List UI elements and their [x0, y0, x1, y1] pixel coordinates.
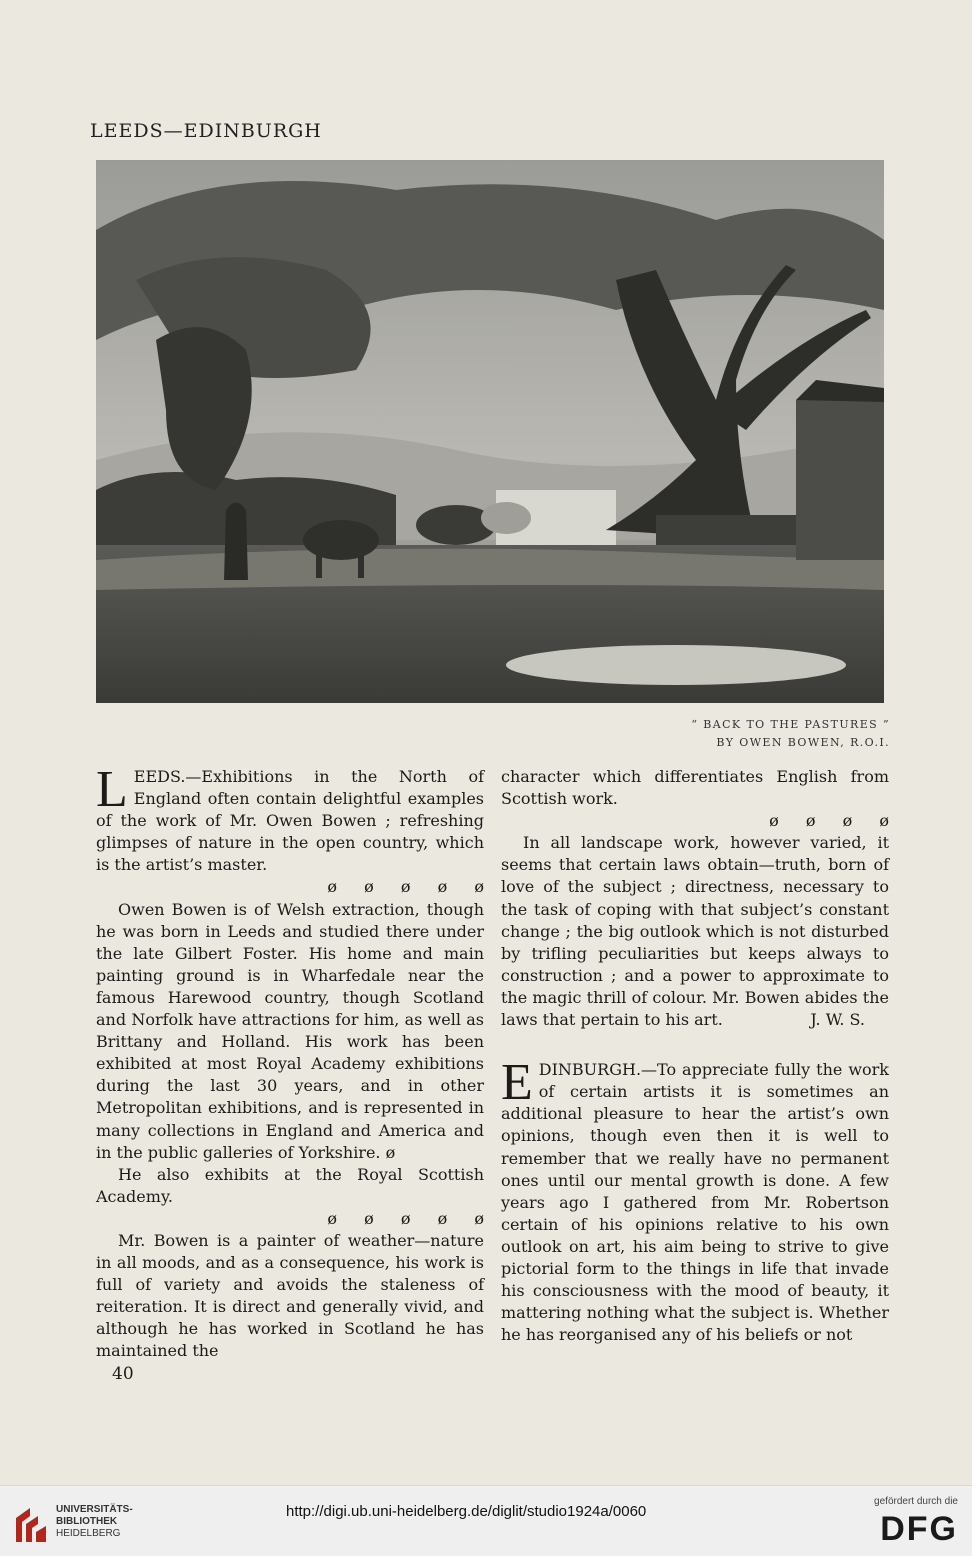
left-column	[96, 761, 484, 1363]
leaf-ornament-icon: ø	[364, 1208, 374, 1228]
source-url-link[interactable]: http://digi.ub.uni-heidelberg.de/diglit/studio1924a/0060	[286, 1503, 647, 1520]
leaf-ornament-icon: ø	[437, 1208, 448, 1228]
leaf-ornament-icon: ø	[805, 811, 816, 831]
caption-title: “ BACK TO THE PASTURES ”	[691, 718, 890, 731]
leaf-ornament-icon: ø	[327, 1208, 338, 1228]
ornament-row	[501, 810, 889, 832]
leaf-ornament-icon: ø	[474, 1208, 484, 1228]
edinburgh-dropcap: E	[501, 1054, 533, 1112]
author-signature: J. W. S.	[810, 1010, 865, 1030]
leeds-paragraph-1	[96, 761, 484, 899]
leaf-ornament-icon: ø	[879, 811, 889, 831]
ornament-row	[96, 876, 484, 898]
painting-image	[96, 160, 884, 703]
digitization-footer	[0, 1485, 972, 1556]
edinburgh-paragraph-1: EDINBURGH.—To appreciate fully the work of certain artists it is sometimes an additional pleasure to hear the artist’s own opinions, though even then it is well to remember that we really have no permanent ones until our mental growth is done. A few years ago I gathered from Mr. Robertson certain of his opinions relative to his own outlook on art, his aim being to strive to give pictorial form to the things in life that invade his consciousness with the mood of beauty, it mattering nothing what the subject is. Whether he has reorganised any of his beliefs or not	[501, 1054, 889, 1345]
leaf-ornament-icon: ø	[769, 811, 779, 831]
leaf-ornament-icon: ø	[437, 877, 448, 897]
leeds-dropcap: L	[96, 761, 128, 818]
right-column	[501, 766, 889, 1346]
page-number: 40	[112, 1364, 134, 1384]
leeds-p1-text: EEDS.—Exhibitions in the North of England often contain delightful examples of the work of Mr. Owen Bowen ; refreshing glimpses of nature in the open country, which is the artist’s master.	[96, 767, 484, 875]
university-library-logo-icon	[12, 1506, 50, 1546]
institution-name: UNIVERSITÄTS- BIBLIOTHEK HEIDELBERG	[56, 1504, 133, 1539]
funded-by-label: gefördert durch die	[874, 1496, 958, 1507]
leeds-paragraph-5: In all landscape work, however varied, it seems that certain laws obtain—truth, born of love of the subject ; directness, necessary to the task of coping with that subject’s constant change ; the big outlook which is not disturbed by trifling peculiarities but keeps always to construction ; and a power to approximate to the magic thrill of colour. Mr. Bowen abides the laws that pertain to his art. J. W. S.	[501, 832, 889, 1031]
leeds-paragraph-2: Owen Bowen is of Welsh extraction, though he was born in Leeds and studied there under the late Gilbert Foster. His home and main painting ground is in Wharfedale near the famous Harewood country, though Scotland and Norfolk have attractions for him, as well as Brittany and Holland. His work has been exhibited at most Royal Academy exhibitions during the last 30 years, and in other Metropolitan exhibitions, and is represented in many collections in England and America and in the public galleries of Yorkshire. ø	[96, 899, 484, 1162]
leaf-ornament-icon: ø	[400, 1208, 411, 1228]
caption-credit: BY OWEN BOWEN, R.O.I.	[716, 736, 890, 749]
leaf-ornament-icon: ø	[842, 811, 853, 831]
leeds-paragraph-3: He also exhibits at the Royal Scottish Academy. ø ø ø ø ø	[96, 1164, 484, 1230]
leeds-paragraph-4: Mr. Bowen is a painter of weather—nature in all moods, and as a consequence, his work is full of variety and avoids the staleness of reiteration. It is direct and generally vivid, and although he has worked in Scotland he has maintained the	[96, 1230, 484, 1361]
dfg-logo: DFG	[880, 1510, 958, 1548]
leaf-ornament-icon: ø	[364, 877, 374, 897]
leaf-ornament-icon: ø	[474, 877, 484, 897]
leeds-paragraph-4-cont: character which differentiates English from Scottish work. ø ø ø ø	[501, 766, 889, 832]
painting-plate	[96, 160, 884, 703]
leaf-ornament-icon: ø	[327, 877, 338, 897]
ornament-row	[96, 1208, 484, 1230]
plate-caption	[490, 716, 890, 752]
leaf-ornament-icon: ø	[385, 1142, 396, 1162]
running-head: LEEDS—EDINBURGH	[90, 120, 322, 142]
leaf-ornament-icon: ø	[400, 877, 411, 897]
